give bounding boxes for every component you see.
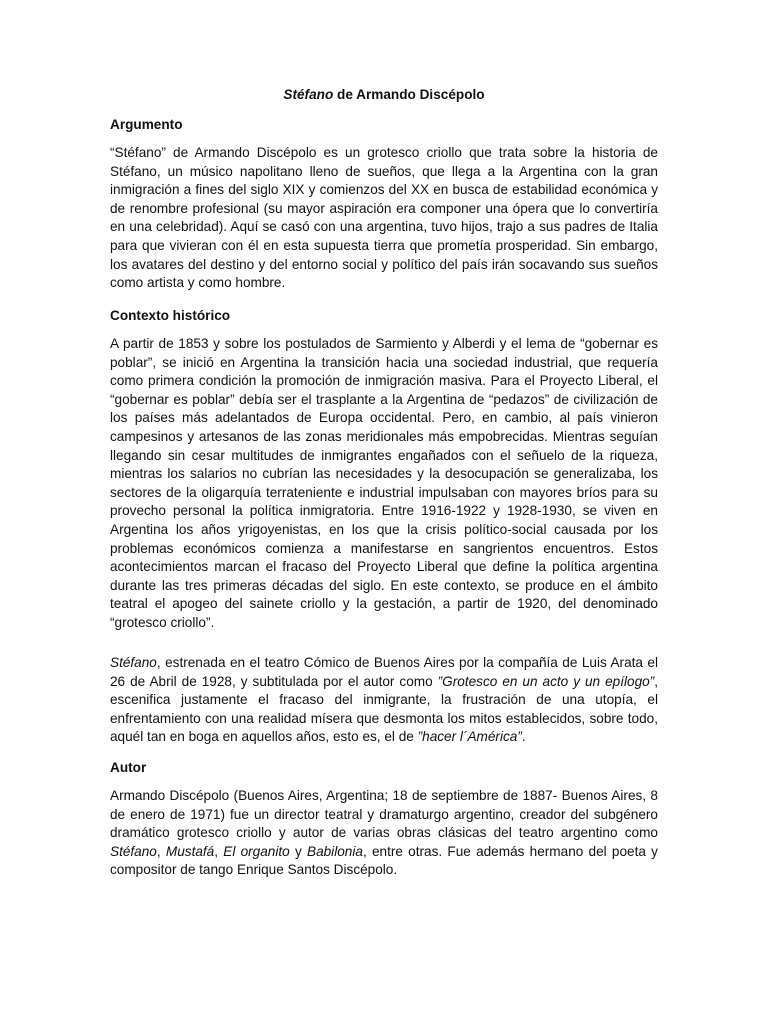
heading-autor: Autor [110,760,147,775]
work-title: El organito [223,843,290,859]
paragraph-autor [110,787,658,880]
phrase-quote: ”hacer l´América” [417,729,522,745]
work-title: Babilonia [307,843,363,859]
text-fragment: , entre otras. Fue además hermano del poeta y compositor de tango Enrique Santos Discépolo. [110,843,658,878]
title-rest: de Armando Discépolo [333,87,485,102]
work-title: Stéfano [110,655,157,670]
text-fragment: y [289,843,307,859]
subtitle-quote: ”Grotesco en un acto y un epílogo” [437,673,655,689]
text-fragment: . [521,729,526,745]
text-fragment: Armando Discépolo (Buenos Aires, Argentina; 18 de septiembre de 1887- Buenos Aires, 8 de enero de 1971) fue un director teatral y dramaturgo argentino, creador del subgénero dramático grotesco criollo y autor de varias obras clásicas del teatro argentino como [110,788,658,841]
text-fragment: , [156,843,166,859]
work-title: Stéfano [110,843,157,859]
heading-argumento: Argumento [110,117,183,132]
work-title: Mustafá [165,843,215,859]
text-fragment: , [214,843,224,859]
paragraph-contexto-1: A partir de 1853 y sobre los postulados de Sarmiento y Alberdi y el lema de “gobernar es poblar”, se inició en Argentina la transición hacia una sociedad industrial, que requería como primera condición la promoción de inmigración masiva. Para el Proyecto Liberal, el “gobernar es poblar” debía ser el trasplante a la Argentina de “pedazos” de civilización de los países más adelantados de Europa occidental. Pero, en cambio, al país vinieron campesinos y artesanos de las zonas meridionales más empobrecidas. Mientras seguían llegando sin cesar multitudes de inmigrantes engañados con el señuelo de la riqueza, mientras los salarios no cubrían las necesidades y la desocupación se generalizaba, los sectores de la oligarquía terrateniente e industrial impulsaban con mayores bríos para su provecho personal la política inmigratoria. Entre 1916-1922 y 1928-1930, se viven en Argentina los años yrigoyenistas, en los que la crisis político-social causada por los problemas económicos comienza a manifestarse en sangrientos encuentros. Estos acontecimientos marcan el fracaso del Proyecto Liberal que define la política argentina durante las tres primeras décadas del siglo. En este contexto, se produce en el ámbito teatral el apogeo del sainete criollo y la gestación, a partir de 1920, del denominado “grotesco criollo”. [110,336,658,630]
paragraph-contexto-2 [110,654,658,747]
text-fragment: , escenifica justamente el fracaso del inmigrante, la frustración de una utopía, el enfrentamiento con una realidad mísera que desmonta los mitos establecidos, sobre todo, aquél tan en boga en aquellos años, esto es, el de [110,673,658,745]
title-italic: Stéfano [283,87,334,102]
document-title [110,86,658,105]
text-fragment: , estrenada en el teatro Cómico de Buenos Aires por la compañía de Luis Arata el 26 de Abril de 1928, y subtitulada por el autor como [110,655,658,689]
heading-contexto: Contexto histórico [110,308,231,323]
paragraph-argumento: “Stéfano” de Armando Discépolo es un grotesco criollo que trata sobre la historia de Stéfano, un músico napolitano lleno de sueños, que llega a la Argentina con la gran inmigración a fines del siglo XIX y comienzos del XX en busca de estabilidad económica y de renombre profesional (su mayor aspiración era componer una ópera que lo convertiría en una celebridad). Aquí se casó con una argentina, tuvo hijos, trajo a sus padres de Italia para que vivieran con él en esta supuesta tierra que prometía prosperidad. Sin embargo, los avatares del destino y del entorno social y político del país irán socavando sus sueños como artista y como hombre. [110,145,658,291]
